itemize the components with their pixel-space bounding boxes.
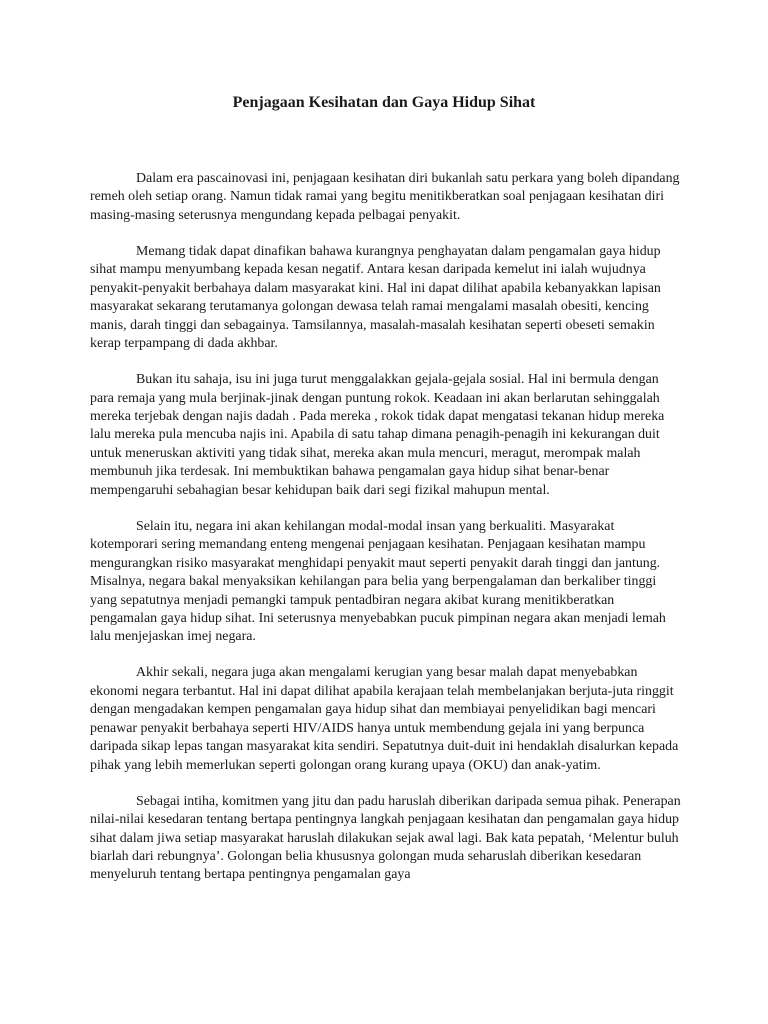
document-body <box>90 170 682 902</box>
paragraph-5: Akhir sekali, negara juga akan mengalami kerugian yang besar malah dapat menyebabkan ekonomi negara terbantut. Hal ini dapat dilihat apabila kerajaan telah membelanjakan berjuta-juta ringgit dengan mengadakan kempen pengamalan gaya hidup sihat dan membiayai penyelidikan bagi mencari penawar penyakit berbahaya seperti HIV/AIDS hanya untuk membendung gejala ini yang berpunca daripada sikap lepas tangan masyarakat kita sendiri. Sepatutnya duit-duit ini hendaklah disalurkan kepada pihak yang lebih memerlukan seperti golongan orang kurang upaya (OKU) dan anak-yatim. <box>90 665 679 773</box>
paragraph-6: Sebagai intiha, komitmen yang jitu dan padu haruslah diberikan daripada semua pihak. Penerapan nilai-nilai kesedaran tentang bertapa pentingnya langkah penjagaan kesihatan dan pengamalan gaya hidup sihat dalam jiwa setiap masyarakat haruslah dilakukan sejak awal lagi. Bak kata pepatah, ‘Melentur buluh biarlah dari rebungnya’. Golongan belia khususnya golongan muda seharuslah diberikan kesedaran menyeluruh tentang bertapa pentingnya pengamalan gaya <box>90 793 681 883</box>
paragraph-2: Memang tidak dapat dinafikan bahawa kurangnya penghayatan dalam pengamalan gaya hidup sihat mampu menyumbang kepada kesan negatif. Antara kesan daripada kemelut ini ialah wujudnya penyakit-penyakit berbahaya dalam masyarakat kini. Hal ini dapat dilihat apabila kebanyakkan lapisan masyarakat sekarang terutamanya golongan dewasa telah ramai mengalami masalah obesiti, kencing manis, darah tinggi dan sebagainya. Tamsilannya, masalah-masalah kesihatan seperti obeseti semakin kerap terpampang di dada akhbar. <box>90 243 661 352</box>
document-title: Penjagaan Kesihatan dan Gaya Hidup Sihat <box>232 94 536 111</box>
paragraph-1: Dalam era pascainovasi ini, penjagaan kesihatan diri bukanlah satu perkara yang boleh dipandang remeh oleh setiap orang. Namun tidak ramai yang begitu menitikberatkan soal penjagaan kesihatan diri masing-masing seterusnya mengundang kepada pelbagai penyakit. <box>90 171 680 223</box>
paragraph-4: Selain itu, negara ini akan kehilangan modal-modal insan yang berkualiti. Masyarakat kotemporari sering memandang enteng mengenai penjagaan kesihatan. Penjagaan kesihatan mampu mengurangkan risiko masyarakat menghidapi penyakit maut seperti penyakit darah tinggi dan jantung. Misalnya, negara bakal menyaksikan kehilangan para belia yang berpengalaman dan berkaliber tinggi yang sepatutnya menjadi pemangki tampuk pentadbiran negara akibat kurang menitikberatkan pengamalan gaya hidup sihat. Ini seterusnya menyebabkan pucuk pimpinan negara akan menjadi lemah lalu menjejaskan imej negara. <box>90 518 666 645</box>
paragraph-3: Bukan itu sahaja, isu ini juga turut menggalakkan gejala-gejala sosial. Hal ini bermula dengan para remaja yang mula berjinak-jinak dengan puntung rokok. Keadaan ini akan berlarutan sehinggalah mereka terjebak dengan najis dadah . Pada mereka , rokok tidak dapat mengatasi tekanan hidup mereka lalu mereka pula mencuba najis ini. Apabila di satu tahap dimana penagih-penagih ini kekurangan duit untuk meneruskan aktiviti yang tidak sihat, mereka akan mula mencuri, meragut, merompak malah membunuh jika terdesak. Ini membuktikan bahawa pengamalan gaya hidup sihat benar-benar mempengaruhi sebahagian besar kehidupan baik dari segi fizikal mahupun mental. <box>90 372 665 498</box>
